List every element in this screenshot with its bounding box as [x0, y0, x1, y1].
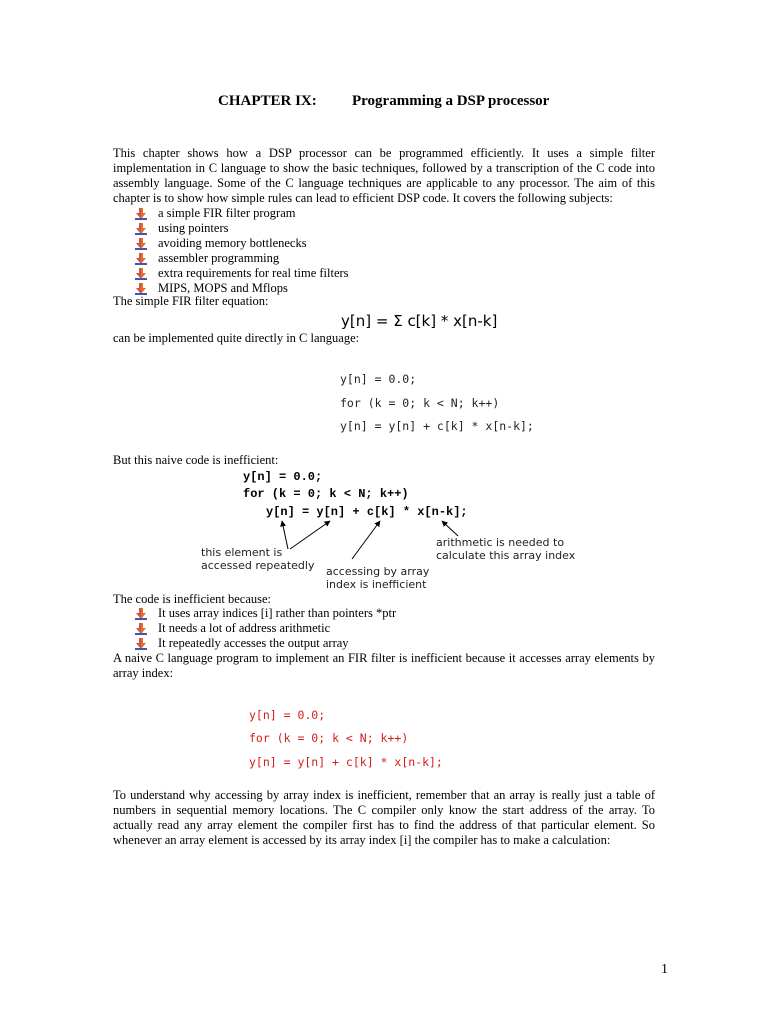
arrow: [282, 521, 288, 549]
code-line: y[n] = 0.0;: [340, 372, 417, 386]
arrow-bullet-icon: [135, 283, 147, 295]
arrow-bullet-icon: [135, 623, 147, 635]
arrow-bullet-icon: [135, 268, 147, 280]
list-item: MIPS, MOPS and Mflops: [135, 281, 349, 296]
reasons-list: [135, 606, 396, 651]
chapter-title: [218, 93, 550, 110]
diagram-code-line: for (k = 0; k < N; k++): [243, 487, 409, 501]
annotation-array-index: accessing by array index is inefficient: [326, 565, 430, 591]
arrow: [352, 521, 380, 559]
subjects-list: [135, 206, 349, 296]
arrow-bullet-icon: [135, 208, 147, 220]
arrow: [290, 521, 330, 549]
list-item: It uses array indices [i] rather than pointers *ptr: [135, 606, 396, 621]
annotation-arithmetic: arithmetic is needed to calculate this array index: [436, 536, 576, 562]
arrow-bullet-icon: [135, 638, 147, 650]
arrow: [442, 521, 458, 536]
chapter-label: CHAPTER IX:: [218, 93, 317, 109]
diagram-code-line: y[n] = y[n] + c[k] * x[n-k];: [266, 505, 468, 519]
arrow-bullet-icon: [135, 253, 147, 265]
list-item: assembler programming: [135, 251, 349, 266]
fir-equation: y[n] = Σ c[k] * x[n-k]: [341, 312, 498, 330]
intro-paragraph: This chapter shows how a DSP processor can be programmed efficiently. It uses a simple filter implementation in C language to show the basic techniques, followed by a transcription of the C code into assembly language. Some of the C language techniques are applicable to any processor. The aim of this chapter is to show how simple rules can lead to efficient DSP code. It covers the following subjects:: [113, 146, 655, 205]
list-item: It needs a lot of address arithmetic: [135, 621, 396, 636]
diagram-code-line: y[n] = 0.0;: [243, 470, 323, 484]
arrow-bullet-icon: [135, 608, 147, 620]
code-line: for (k = 0; k < N; k++): [340, 396, 500, 410]
arrow-bullet-icon: [135, 223, 147, 235]
list-item: extra requirements for real time filters: [135, 266, 349, 281]
chapter-subject: Programming a DSP processor: [352, 93, 550, 109]
naive-program-paragraph: A naive C language program to implement an FIR filter is inefficient because it accesses array elements by array index:: [113, 651, 655, 680]
code-line: y[n] = y[n] + c[k] * x[n-k];: [340, 419, 534, 433]
list-item: It repeatedly accesses the output array: [135, 636, 396, 651]
implemented-text: can be implemented quite directly in C language:: [113, 331, 360, 345]
list-item: avoiding memory bottlenecks: [135, 236, 349, 251]
arrow-bullet-icon: [135, 238, 147, 250]
closing-paragraph: To understand why accessing by array index is inefficient, remember that an array is really just a table of numbers in sequential memory locations. The C compiler only know the start address of the array. To actually read any array element the compiler first has to find the address of that particular element. So whenever an array element is accessed by its array index [i] the compiler has to make a calculation:: [113, 788, 655, 847]
page-number: 1: [661, 962, 668, 977]
fir-intro-text: The simple FIR filter equation:: [113, 294, 269, 308]
naive-text: But this naive code is inefficient:: [113, 453, 279, 467]
code-line: y[n] = y[n] + c[k] * x[n-k];: [249, 755, 443, 769]
list-item: a simple FIR filter program: [135, 206, 349, 221]
code-line: for (k = 0; k < N; k++): [249, 731, 409, 745]
code-line: y[n] = 0.0;: [249, 708, 326, 722]
inefficient-text: The code is inefficient because:: [113, 592, 272, 606]
list-item: using pointers: [135, 221, 349, 236]
annotation-element-repeated: this element is accessed repeatedly: [201, 546, 315, 572]
